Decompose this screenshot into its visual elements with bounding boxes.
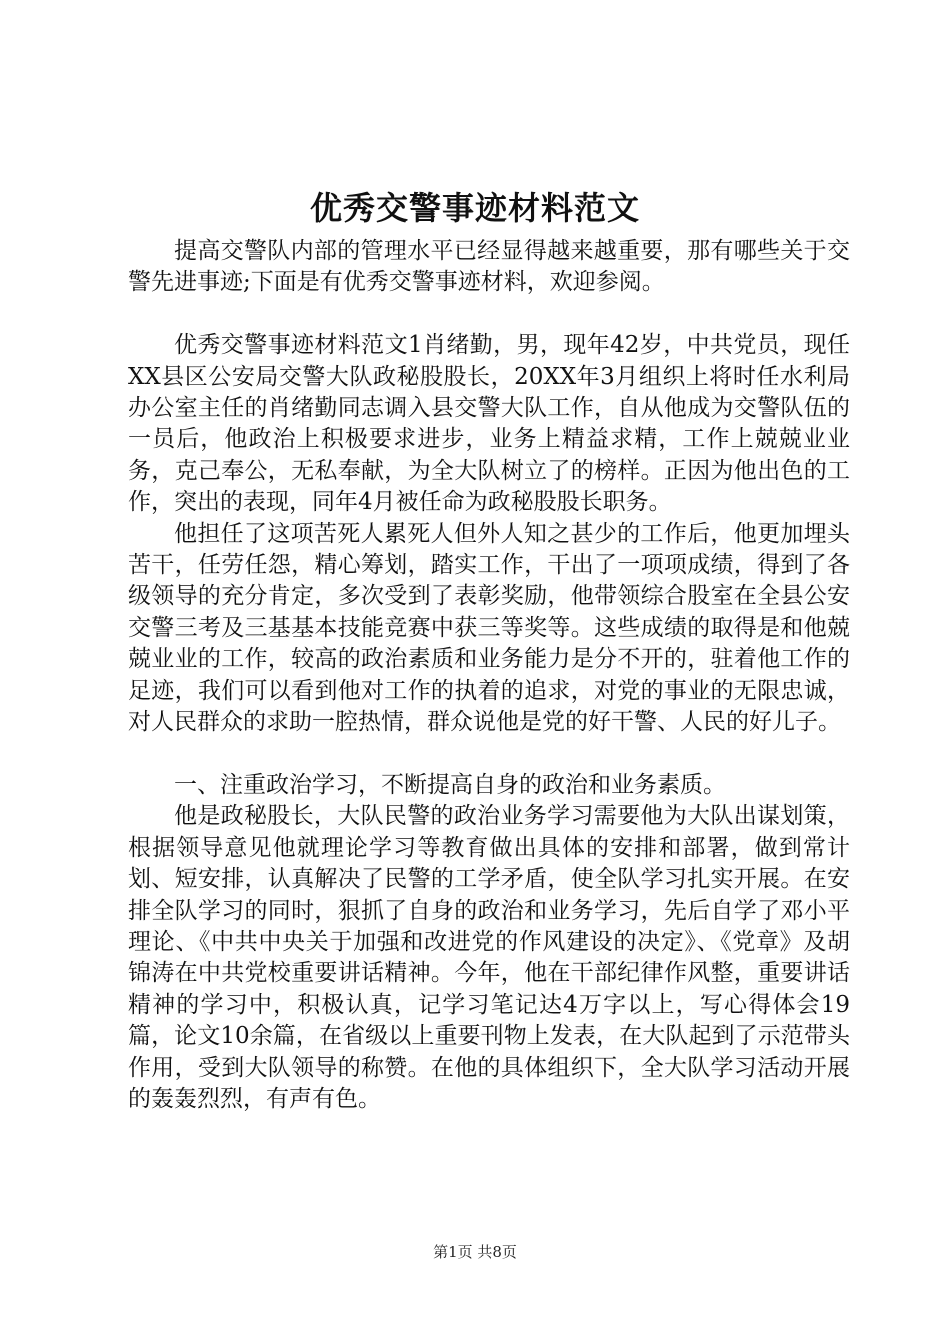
document-title: 优秀交警事迹材料范文 xyxy=(309,189,640,227)
paragraph-study-details: 他是政秘股长，大队民警的政治业务学习需要他为大队出谋划策，根据领导意见他就理论学习等教育做出具体的安排和部署，做到常计划、短安排，认真解决了民警的工学矛盾，使全队学习扎实开展。在安排全队学习的同时，狠抓了自身的政治和业务学习，先后自学了邓小平理论、《中共中央关于加强和改进党的作风建设的决定》、《党章》及胡锦涛在中共党校重要讲话精神。今年，他在干部纪律作风整，重要讲话精神的学习中，积极认真，记学习笔记达4万字以上，写心得体会19篇，论文10余篇，在省级以上重要刊物上发表，在大队起到了示范带头作用，受到大队领导的称赞。在他的具体组织下，全大队学习活动开展的轰轰烈烈，有声有色。 xyxy=(128,803,850,1112)
section-heading-political-study: 一、注重政治学习，不断提高自身的政治和业务素质。 xyxy=(174,771,726,798)
paragraph-achievements: 他担任了这项苦死人累死人但外人知之甚少的工作后，他更加埋头苦干，任劳任怨，精心筹划，踏实工作，干出了一项项成绩，得到了各级领导的充分肯定，多次受到了表彰奖励，他带领综合股室在全县公安交警三考及三基基本技能竞赛中获三等奖等。这些成绩的取得是和他兢兢业业的工作，较高的政治素质和业务能力是分不开的，驻着他工作的足迹，我们可以看到他对工作的执着的追求，对党的事业的无限忠诚，对人民群众的求助一腔热情，群众说他是党的好干警、人民的好儿子。 xyxy=(128,520,850,736)
document-body xyxy=(128,236,850,1115)
paragraph-intro: 提高交警队内部的管理水平已经显得越来越重要，那有哪些关于交警先进事迹;下面是有优秀交警事迹材料，欢迎参阅。 xyxy=(128,238,850,296)
page-number-footer: 第1页 共8页 xyxy=(433,1243,517,1261)
paragraph-profile: 优秀交警事迹材料范文1肖绪勤，男，现年42岁，中共党员，现任XX县区公安局交警大队政秘股股长，20XX年3月组织上将时任水利局办公室主任的肖绪勤同志调入县交警大队工作，自从他成为交警队伍的一员后，他政治上积极要求进步，业务上精益求精，工作上兢兢业业务，克己奉公，无私奉献，为全大队树立了的榜样。正因为他出色的工作，突出的表现，同年4月被任命为政秘股股长职务。 xyxy=(128,332,850,516)
